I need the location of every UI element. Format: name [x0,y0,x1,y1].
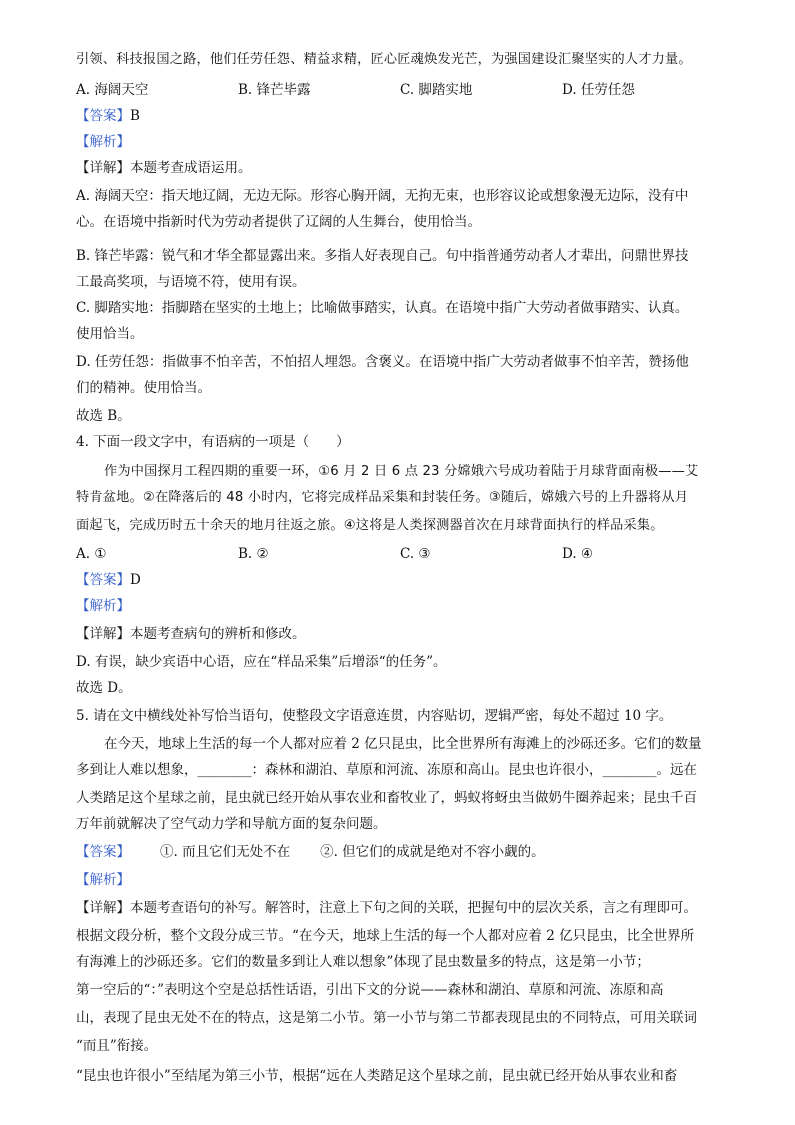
q5-analysis-tag: 【解析】 [76,872,130,888]
q3-option-d: D. 任劳任怨 [562,82,635,98]
q5-passage-line: 人类踏足这个星球之前，昆虫就已经开始从事农业和畜牧业了，蚂蚁将蚜虫当做奶牛圈养起来；昆虫千百 [76,790,697,806]
q4-detail: 【详解】本题考查病句的辨析和修改。 [76,626,306,642]
q4-passage-line: 面起飞，完成历时五十余天的地月往返之旅。④这将是人类探测器首次在月球背面执行的样品采集。 [76,518,664,533]
q4-stem: 4. 下面一段文字中，有语病的一项是（ ） [76,434,350,450]
q3-detail: 【详解】本题考查成语运用。 [76,160,252,176]
answer-blank-2: ②. 但它们的成就是绝对不容小觑的。 [320,844,545,860]
q3-option-a: A. 海阔天空 [76,82,149,98]
answer-value: B [130,108,140,124]
q4-option-b: B. ② [238,546,269,562]
q5-passage-line: 在今天，地球上生活的每一个人都对应着 2 亿只昆虫，比全世界所有海滩上的沙砾还多。它们的数量 [104,736,702,752]
q5-answer [76,842,721,862]
answer-value: D [130,572,141,588]
q4-analysis-tag: 【解析】 [76,598,130,614]
q3-analysis-tag: 【解析】 [76,134,130,150]
q3-conclusion: 故选 B。 [76,408,131,424]
q3-explain-line: A. 海阔天空：指天地辽阔，无边无际。形容心胸开阔，无拘无束，也形容议论或想象漫无边际，没有中 [76,188,689,204]
q3-explain-line: 工最高奖项，与语境不符，使用有误。 [76,274,306,290]
answer-tag: 【答案】 [76,108,130,124]
q4-option-d: D. ④ [562,546,594,562]
q5-explain-line: 有海滩上的沙砾还多。它们的数量多到让人难以想象”体现了昆虫数量多的特点，这是第一小节； [76,954,650,970]
q5-passage-line: 多到让人难以想象，________：森林和湖泊、草原和河流、冻原和高山。昆虫也许很小，________。远在 [76,762,697,778]
q3-explain-line: B. 锋芒毕露：锐气和才华全都显露出来。多指人好表现自己。句中指普通劳动者人才辈出，问鼎世界技 [76,248,689,264]
q4-answer [76,570,721,590]
q5-explain-line: 【详解】本题考查语句的补写。解答时，注意上下句之间的关联，把握句中的层次关系，言之有理即可。 [76,900,697,916]
q4-conclusion: 故选 D。 [76,680,132,696]
answer-blank-1: ①. 而且它们无处不在 [160,844,291,860]
q3-explain-line: C. 脚踏实地：指脚踏在坚实的土地上；比喻做事踏实，认真。在语境中指广大劳动者做事踏实、认真。 [76,300,689,316]
q4-passage-line: 作为中国探月工程四期的重要一环，①6 月 2 日 6 点 23 分嫦娥六号成功着陆于月球背面南极——艾 [104,464,699,479]
q5-explain-line: 第一空后的“：”表明这个空是总括性话语，引出下文的分说——森林和湖泊、草原和河流、冻原和高 [76,982,664,998]
q5-explain-line: 山，表现了昆虫无处不在的特点，这是第二小节。第一小节与第二节都表现昆虫的不同特点，可用关联词 [76,1010,697,1026]
q5-explain-line: “昆虫也许很小”至结尾为第三小节，根据“远在人类踏足这个星球之前，昆虫就已经开始从事农业和畜 [76,1068,678,1084]
q5-stem: 5. 请在文中横线处补写恰当语句，使整段文字语意连贯，内容贴切，逻辑严密，每处不超过 10 字。 [76,708,673,724]
answer-tag: 【答案】 [76,572,130,588]
q3-option-b: B. 锋芒毕露 [238,82,311,98]
q3-explain-line: 心。在语境中指新时代为劳动者提供了辽阔的人生舞台，使用恰当。 [76,214,481,230]
q3-answer [76,106,721,126]
q5-explain-line: 根据文段分析，整个文段分成三节。“在今天，地球上生活的每一个人都对应着 2 亿只昆虫，比全世界所 [76,928,695,944]
q4-passage-line: 特肯盆地。②在降落后的 48 小时内，它将完成样品采集和封装任务。③随后，嫦娥六号的上升器将从月 [76,490,689,505]
q3-explain-line: 们的精神。使用恰当。 [76,380,211,396]
q3-explain-line: D. 任劳任怨：指做事不怕辛苦，不怕招人埋怨。含褒义。在语境中指广大劳动者做事不怕辛苦，赞扬他 [76,354,689,370]
q3-option-c: C. 脚踏实地 [400,82,473,98]
continued-sentence: 引领、科技报国之路，他们任劳任怨、精益求精，匠心匠魂焕发光芒，为强国建设汇聚坚实的人才力量。 [76,52,692,67]
q5-explain-line: “而且”衔接。 [76,1038,158,1054]
q3-explain-line: 使用恰当。 [76,326,144,342]
q4-option-a: A. ① [76,546,107,562]
q5-passage-line: 万年前就解决了空气动力学和导航方面的复杂问题。 [76,816,387,832]
answer-tag: 【答案】 [76,844,130,860]
q4-explain-line: D. 有误，缺少宾语中心语，应在“样品采集”后增添“的任务”。 [76,654,447,670]
q4-option-c: C. ③ [400,546,431,562]
